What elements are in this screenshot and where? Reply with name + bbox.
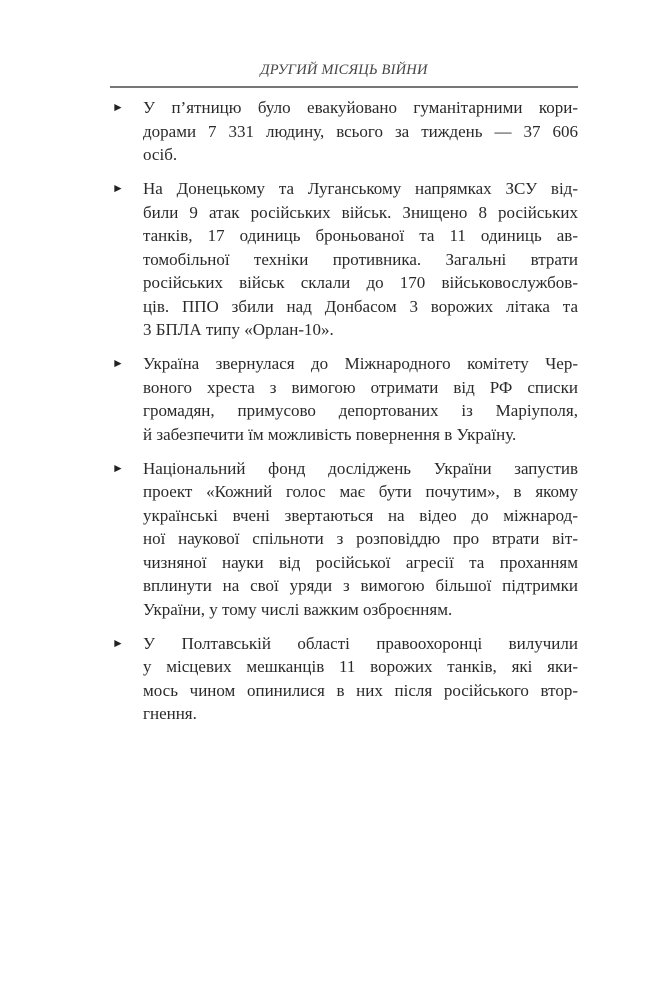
bullet-list bbox=[110, 96, 578, 736]
text-line: гнення. bbox=[143, 704, 197, 723]
bullet-triangle-icon: ► bbox=[112, 635, 124, 650]
text-line: проект «Кожний голос має бути почутим», в якому bbox=[143, 482, 578, 501]
text-line: чизняної науки від російської агресії та проханням bbox=[143, 552, 578, 572]
bullet-triangle-icon: ► bbox=[112, 181, 124, 195]
text-line: На Донецькому та Луганському напрямках ЗСУ від- bbox=[143, 179, 578, 198]
running-head-title: ДРУГИЙ МІСЯЦЬ ВІЙНИ bbox=[260, 62, 428, 78]
text-line: У п’ятницю було евакуйовано гуманітарними кори- bbox=[143, 98, 578, 117]
bullet-triangle-icon: ► bbox=[112, 460, 124, 475]
text-line: У Полтавській області правоохоронці вилучили bbox=[143, 633, 578, 653]
list-item bbox=[110, 96, 578, 167]
text-line: Національний фонд досліджень України запустив bbox=[143, 458, 578, 478]
text-line: українські вчені звертаються на відео до міжнарод- bbox=[143, 505, 578, 525]
text-line: російських військ склали до 170 військовослужбов- bbox=[143, 273, 578, 292]
text-line: Україна звернулася до Міжнародного комітету Чер- bbox=[143, 354, 578, 373]
text-line: дорами 7 331 людину, всього за тиждень — 37 606 bbox=[143, 121, 578, 141]
text-line: томобільної техніки противника. Загальні втрати bbox=[143, 249, 578, 269]
list-item bbox=[110, 352, 578, 446]
text-line: вплинути на свої уряди з вимогою більшої підтримки bbox=[143, 576, 578, 595]
text-line: ної наукової спільноти з розповіддю про втрати віт- bbox=[143, 529, 578, 548]
list-item bbox=[110, 457, 578, 622]
list-item bbox=[110, 177, 578, 342]
text-line: у місцевих мешканців 11 ворожих танків, які яки- bbox=[143, 657, 578, 676]
list-item bbox=[110, 632, 578, 726]
text-line: громадян, примусово депортованих із Маріуполя, bbox=[143, 401, 578, 420]
text-line: осіб. bbox=[143, 145, 178, 164]
text-line: 3 БПЛА типу «Орлан-10». bbox=[143, 320, 334, 339]
bullet-triangle-icon: ► bbox=[112, 100, 124, 114]
text-line: України, у тому числі важким озброєнням. bbox=[143, 599, 453, 619]
text-line: мось чином опинилися в них після російського втор- bbox=[143, 680, 578, 700]
text-line: й забезпечити їм можливість повернення в Україну. bbox=[143, 424, 517, 444]
text-line: воного хреста з вимогою отримати від РФ списки bbox=[143, 377, 578, 397]
text-line: ців. ППО збили над Донбасом 3 ворожих літака та bbox=[143, 296, 578, 316]
header-rule bbox=[110, 86, 578, 88]
bullet-triangle-icon: ► bbox=[112, 356, 124, 370]
text-line: били 9 атак російських військ. Знищено 8 російських bbox=[143, 202, 578, 222]
text-line: танків, 17 одиниць броньованої та 11 одиниць ав- bbox=[143, 226, 578, 245]
